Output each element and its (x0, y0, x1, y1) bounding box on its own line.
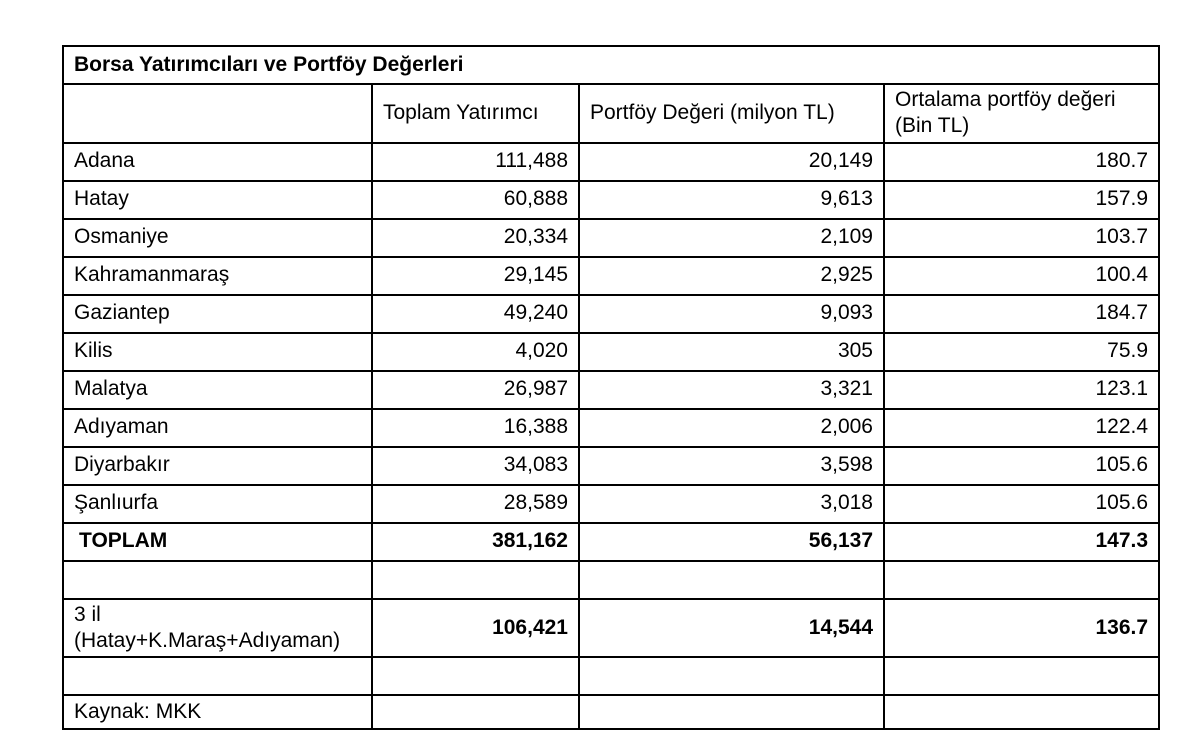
table-row-malatya (63, 371, 1159, 409)
three-provinces-label (63, 599, 372, 658)
portfolio-value: 3,018 (579, 485, 884, 523)
table-row-source (63, 695, 1159, 729)
empty-cell (579, 657, 884, 695)
avg-portfolio-value: 157.9 (884, 181, 1159, 219)
city-label: Malatya (63, 371, 372, 409)
table-row-kilis (63, 333, 1159, 371)
investors-value: 34,083 (372, 447, 579, 485)
city-label: Osmaniye (63, 219, 372, 257)
portfolio-value: 20,149 (579, 143, 884, 181)
table-row-sanliurfa (63, 485, 1159, 523)
city-label: Adıyaman (63, 409, 372, 447)
portfolio-value: 2,006 (579, 409, 884, 447)
table-row-total (63, 523, 1159, 561)
city-label: Kilis (63, 333, 372, 371)
investors-value: 16,388 (372, 409, 579, 447)
source-label: Kaynak: MKK (63, 695, 372, 729)
three-provinces-avg-value: 136.7 (884, 599, 1159, 658)
table-row-hatay (63, 181, 1159, 219)
city-label: Kahramanmaraş (63, 257, 372, 295)
portfolio-value: 305 (579, 333, 884, 371)
empty-cell (579, 561, 884, 599)
empty-cell (372, 561, 579, 599)
avg-portfolio-value: 122.4 (884, 409, 1159, 447)
total-portfolio-value: 56,137 (579, 523, 884, 561)
table-row-diyarbakir (63, 447, 1159, 485)
total-investors-value: 381,162 (372, 523, 579, 561)
table-title: Borsa Yatırımcıları ve Portföy Değerleri (63, 46, 1159, 84)
table-row-three-provinces (63, 599, 1159, 658)
spacer-row (63, 657, 1159, 695)
spacer-row (63, 561, 1159, 599)
investors-value: 28,589 (372, 485, 579, 523)
investors-portfolio-table (62, 45, 1160, 730)
avg-portfolio-value: 100.4 (884, 257, 1159, 295)
city-label: Gaziantep (63, 295, 372, 333)
portfolio-value: 9,093 (579, 295, 884, 333)
header-portfolio-value: Portföy Değeri (milyon TL) (579, 84, 884, 143)
portfolio-value: 2,109 (579, 219, 884, 257)
empty-cell (579, 695, 884, 729)
portfolio-value: 9,613 (579, 181, 884, 219)
avg-portfolio-value: 75.9 (884, 333, 1159, 371)
empty-cell (372, 657, 579, 695)
table-row-osmaniye (63, 219, 1159, 257)
table-row-adana (63, 143, 1159, 181)
avg-portfolio-value: 103.7 (884, 219, 1159, 257)
total-label: TOPLAM (63, 523, 372, 561)
city-label: Diyarbakır (63, 447, 372, 485)
table-row-kahramanmaras (63, 257, 1159, 295)
table-row-adiyaman (63, 409, 1159, 447)
avg-portfolio-value: 123.1 (884, 371, 1159, 409)
header-total-investors: Toplam Yatırımcı (372, 84, 579, 143)
three-provinces-investors-value: 106,421 (372, 599, 579, 658)
investors-value: 20,334 (372, 219, 579, 257)
investors-value: 49,240 (372, 295, 579, 333)
investors-value: 26,987 (372, 371, 579, 409)
investors-value: 60,888 (372, 181, 579, 219)
city-label: Adana (63, 143, 372, 181)
portfolio-value: 3,598 (579, 447, 884, 485)
avg-portfolio-value: 180.7 (884, 143, 1159, 181)
table-header-row (63, 84, 1159, 143)
portfolio-value: 2,925 (579, 257, 884, 295)
investors-value: 29,145 (372, 257, 579, 295)
avg-portfolio-value: 105.6 (884, 485, 1159, 523)
table-row-gaziantep (63, 295, 1159, 333)
total-avg-portfolio-value: 147.3 (884, 523, 1159, 561)
empty-cell (63, 657, 372, 695)
header-empty-cell (63, 84, 372, 143)
city-label: Şanlıurfa (63, 485, 372, 523)
empty-cell (884, 657, 1159, 695)
empty-cell (63, 561, 372, 599)
portfolio-value: 3,321 (579, 371, 884, 409)
empty-cell (884, 695, 1159, 729)
avg-portfolio-value: 184.7 (884, 295, 1159, 333)
three-provinces-label-line1: 3 il (74, 602, 101, 626)
city-label: Hatay (63, 181, 372, 219)
three-provinces-label-line2: (Hatay+K.Maraş+Adıyaman) (74, 628, 341, 652)
table-title-row (63, 46, 1159, 84)
three-provinces-portfolio-value: 14,544 (579, 599, 884, 658)
empty-cell (884, 561, 1159, 599)
empty-cell (372, 695, 579, 729)
header-average-portfolio: Ortalama portföy değeri (Bin TL) (884, 84, 1159, 143)
investors-value: 4,020 (372, 333, 579, 371)
investors-value: 111,488 (372, 143, 579, 181)
avg-portfolio-value: 105.6 (884, 447, 1159, 485)
